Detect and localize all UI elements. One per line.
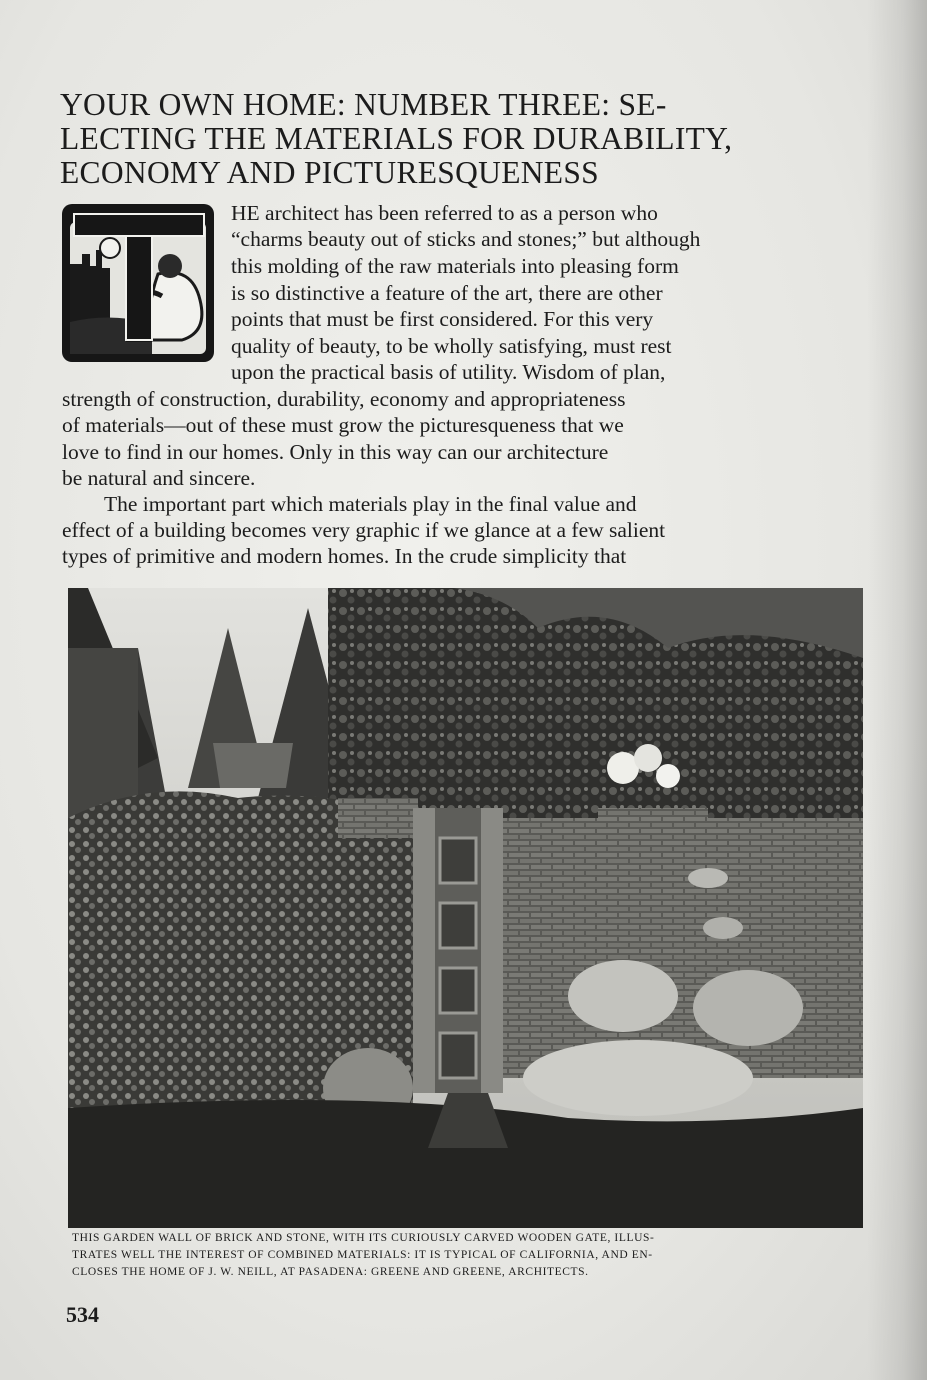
caption-line-1: THIS GARDEN WALL OF BRICK AND STONE, WITH ITS CURIOUSLY CARVED WOODEN GATE, ILLUS- <box>72 1232 655 1244</box>
photo-caption <box>72 1230 862 1281</box>
body-line: points that must be first considered. For this very <box>231 307 654 331</box>
caption-line-2: TRATES WELL THE INTEREST OF COMBINED MATERIALS: IT IS TYPICAL OF CALIFORNIA, AND EN- <box>72 1249 653 1261</box>
body-line: be natural and sincere. <box>62 466 256 490</box>
body-line: upon the practical basis of utility. Wisdom of plan, <box>231 360 666 384</box>
garden-wall-photograph <box>68 588 863 1228</box>
article-title <box>60 88 860 190</box>
body-line: of materials—out of these must grow the picturesqueness that we <box>62 413 624 437</box>
illustrated-drop-cap <box>62 204 214 362</box>
body-line: love to find in our homes. Only in this way can our architecture <box>62 440 609 464</box>
title-line-1: YOUR OWN HOME: NUMBER THREE: SE- <box>60 87 667 122</box>
title-line-3: ECONOMY AND PICTURESQUENESS <box>60 155 599 190</box>
body-line: strength of construction, durability, economy and appropriateness <box>62 387 626 411</box>
body-line: HE architect has been referred to as a person who <box>231 201 658 225</box>
body-line: is so distinctive a feature of the art, there are other <box>231 281 663 305</box>
body-line: this molding of the raw materials into pleasing form <box>231 254 679 278</box>
page-edge-shadow <box>867 0 927 1380</box>
caption-line-3: CLOSES THE HOME OF J. W. NEILL, AT PASADENA: GREENE AND GREENE, ARCHITECTS. <box>72 1266 589 1278</box>
body-line: quality of beauty, to be wholly satisfying, must rest <box>231 334 672 358</box>
body-line: types of primitive and modern homes. In the crude simplicity that <box>62 544 627 568</box>
page-number: 534 <box>66 1302 99 1327</box>
title-line-2: LECTING THE MATERIALS FOR DURABILITY, <box>60 121 733 156</box>
body-line: “charms beauty out of sticks and stones;” but although <box>231 227 701 251</box>
body-line: effect of a building becomes very graphic if we glance at a few salient <box>62 518 666 542</box>
body-line: The important part which materials play in the final value and <box>104 492 637 516</box>
